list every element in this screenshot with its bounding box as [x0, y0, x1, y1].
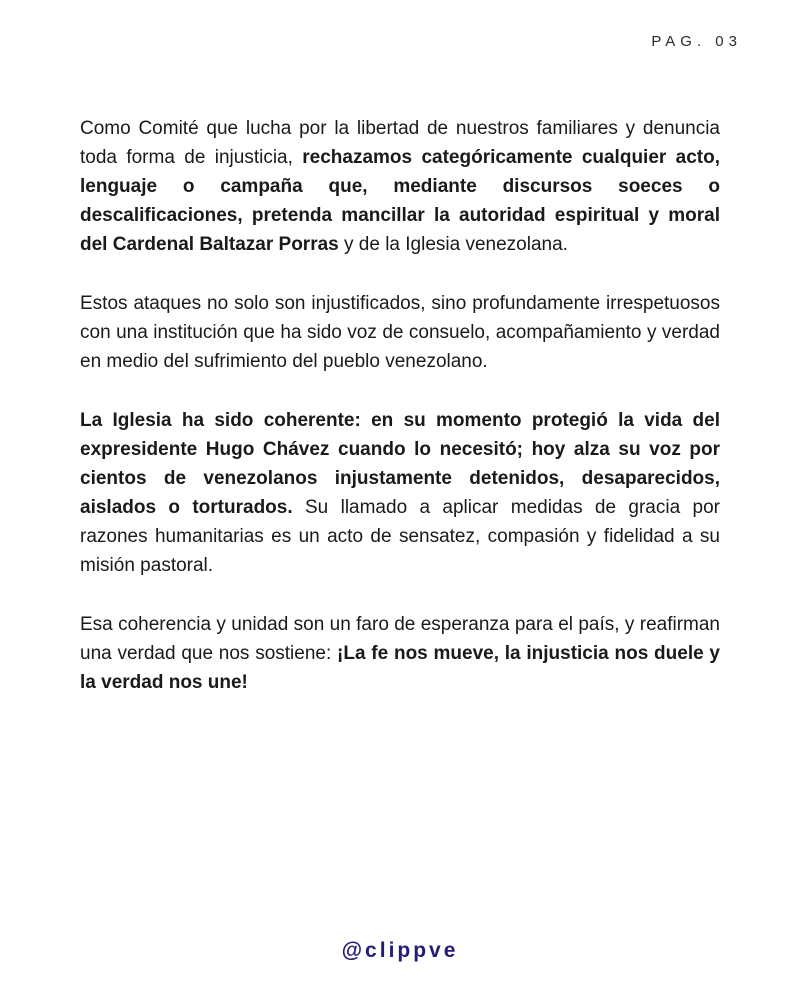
text-segment: Su llamado a aplicar medidas de gracia por razones humanitarias es un acto de sensatez, compasión y fidelidad a su misión pastoral.: [80, 497, 720, 576]
page-number-label: PAG. 03: [651, 33, 742, 50]
bold-text-segment: ¡La fe nos mueve, la injusticia nos duele y la verdad nos une!: [80, 643, 720, 693]
text-segment: Como Comité que lucha por la libertad de nuestros familiares y denuncia toda forma de injusticia,: [80, 118, 720, 168]
bold-text-segment: rechazamos categóricamente cualquier acto, lenguaje o campaña que, mediante discursos soeces o descalificaciones, pretenda mancillar la autoridad espiritual y moral del Cardenal Baltazar Porras: [80, 147, 720, 255]
document-body: [80, 114, 720, 727]
paragraph-2: [80, 289, 720, 376]
text-segment: Estos ataques no solo son injustificados, sino profundamente irrespetuosos con una institución que ha sido voz de consuelo, acompañamiento y verdad en medio del sufrimiento del pueblo venezolano.: [80, 293, 720, 372]
paragraph-3: [80, 406, 720, 580]
text-segment: y de la Iglesia venezolana.: [338, 234, 568, 255]
social-handle: @clippve: [341, 939, 459, 962]
bold-text-segment: La Iglesia ha sido coherente: en su momento protegió la vida del expresidente Hugo Chávez cuando lo necesitó; hoy alza su voz por cientos de venezolanos injustamente detenidos, desaparecidos, aislados o torturados.: [80, 410, 720, 518]
text-segment: Esa coherencia y unidad son un faro de esperanza para el país, y reafirman una verdad que nos sostiene:: [80, 614, 720, 664]
paragraph-4: [80, 610, 720, 697]
paragraph-1: [80, 114, 720, 259]
